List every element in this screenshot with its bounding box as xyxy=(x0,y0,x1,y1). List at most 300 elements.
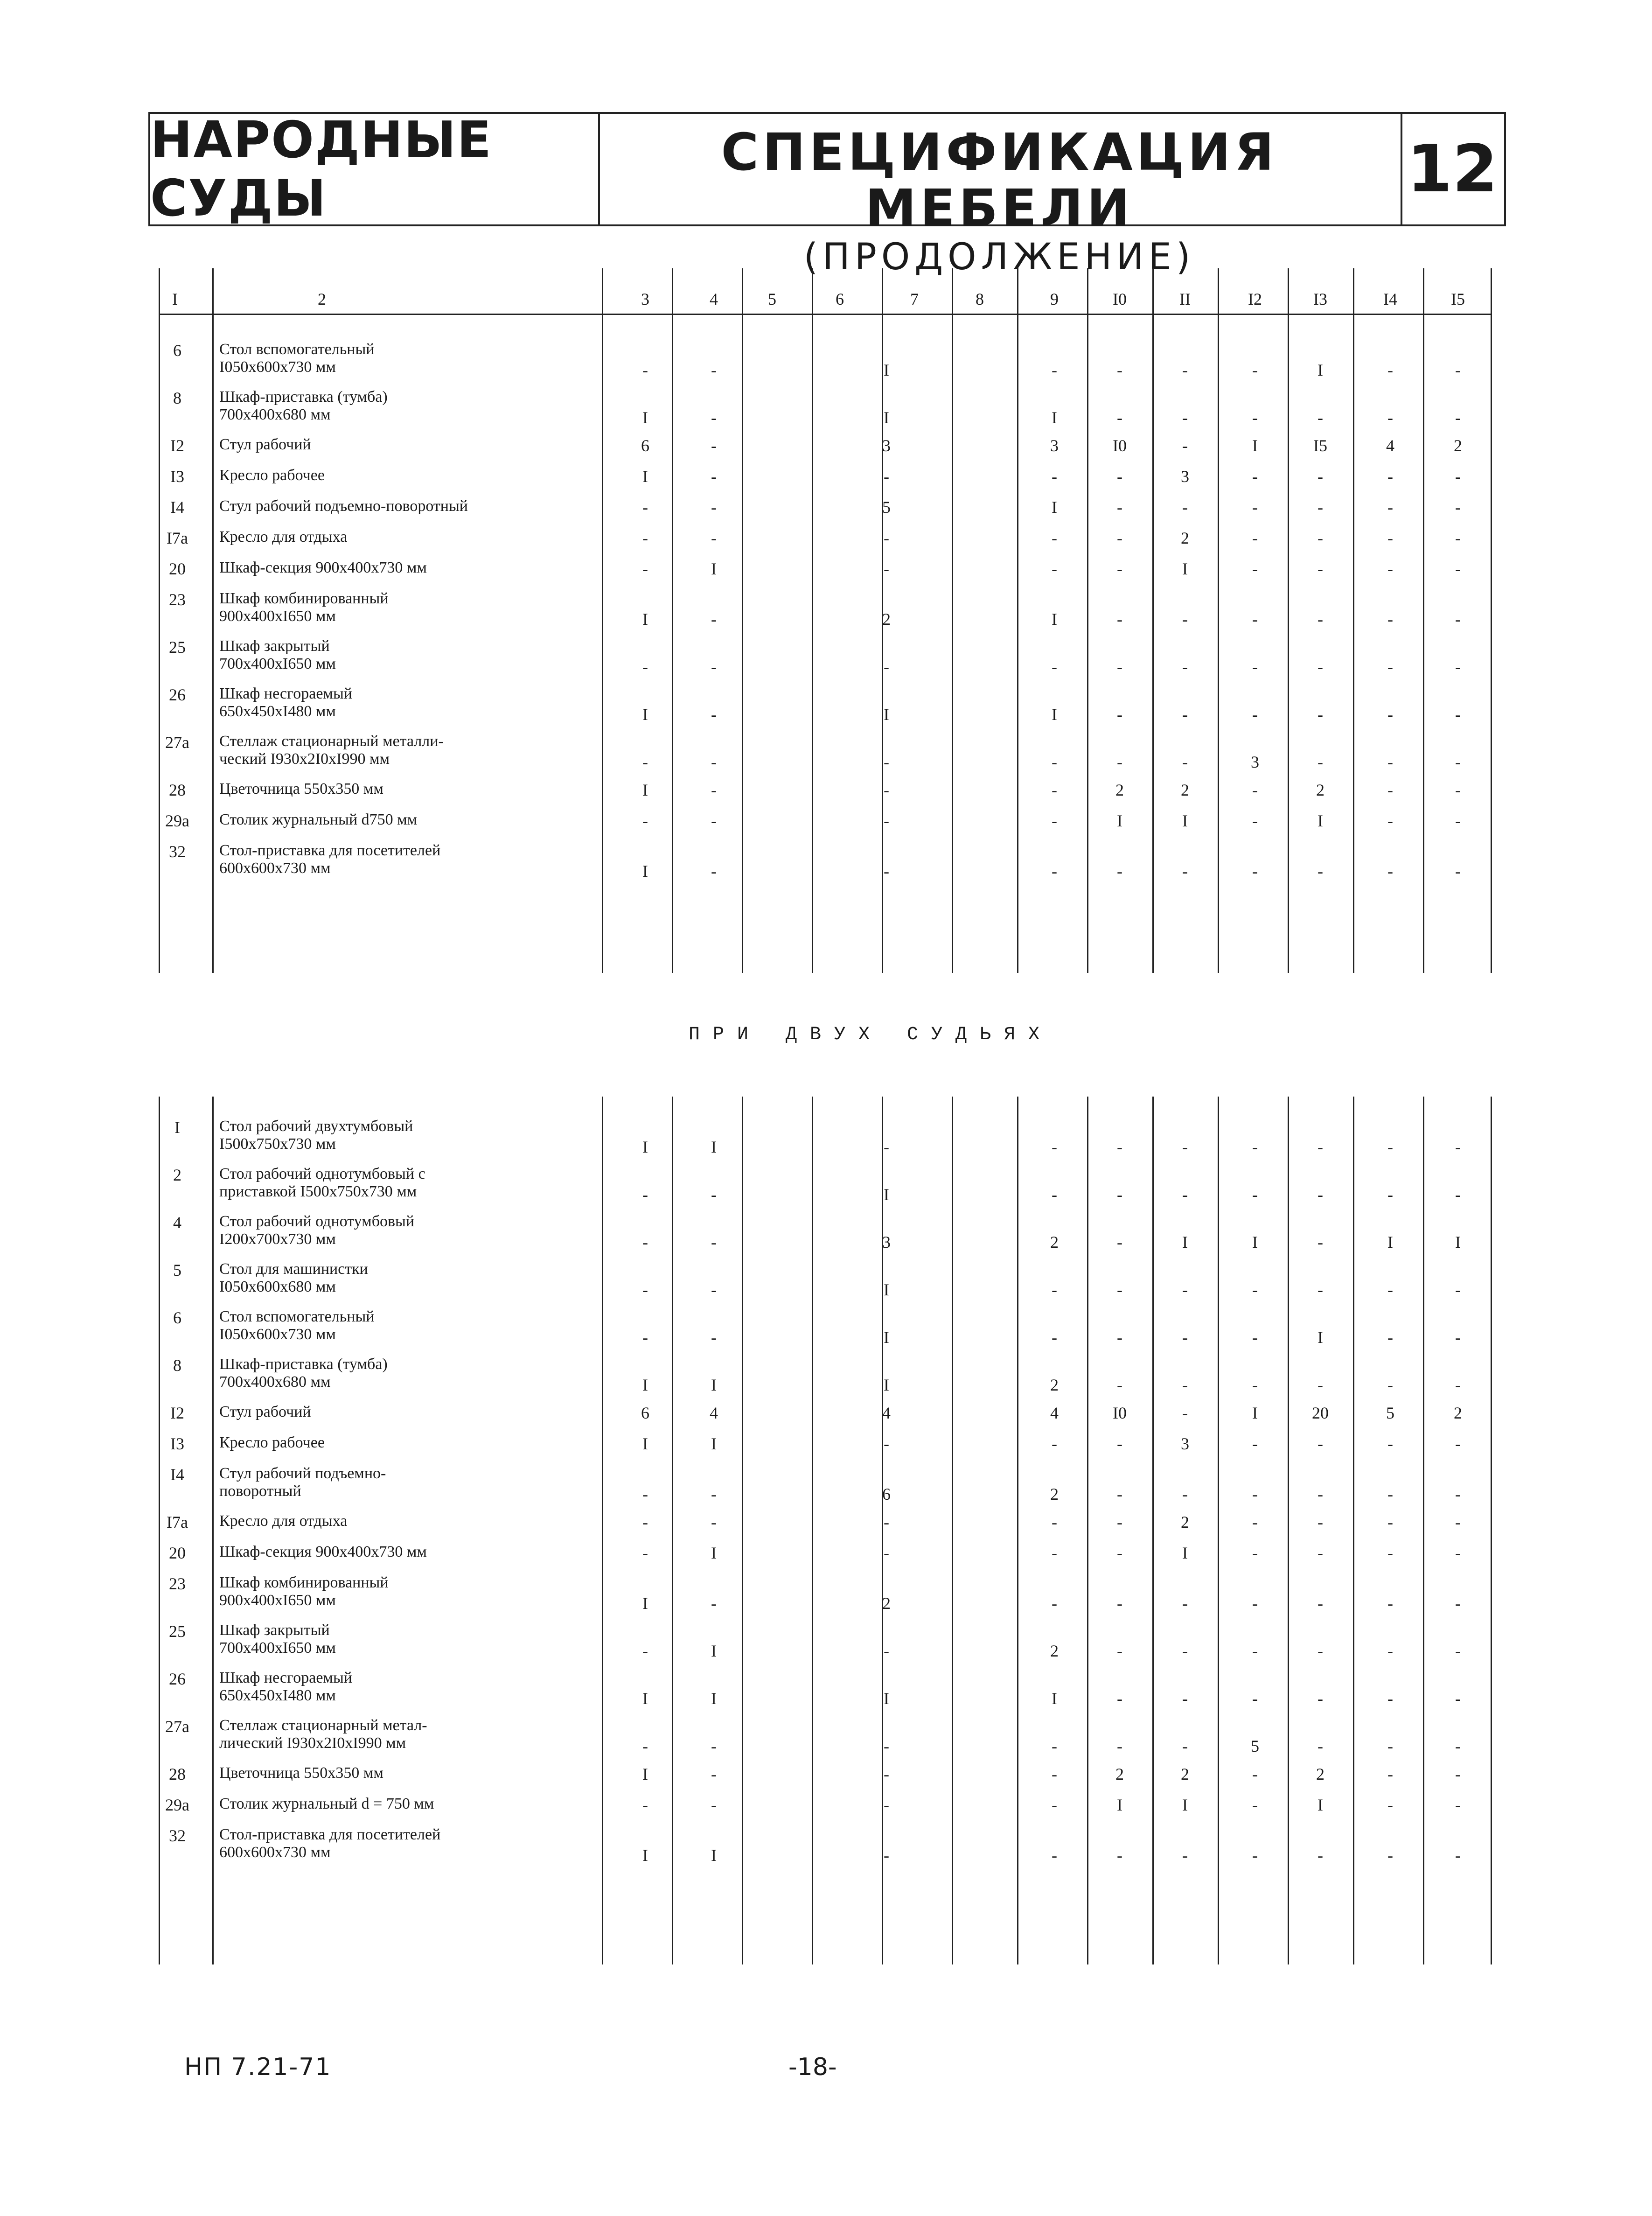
quantity-cell: - xyxy=(1455,862,1461,881)
quantity-cell: - xyxy=(1387,1594,1393,1613)
quantity-cell: 2 xyxy=(882,1594,891,1613)
quantity-cell: - xyxy=(1252,1138,1258,1156)
quantity-cell: - xyxy=(1455,559,1461,578)
quantity-cell: I xyxy=(711,1376,717,1394)
sheet-number: 12 xyxy=(1407,131,1498,207)
quantity-cell: - xyxy=(1252,1765,1258,1783)
row-number: 8 xyxy=(173,1356,181,1375)
quantity-cell: - xyxy=(642,1737,648,1755)
quantity-cell: - xyxy=(1252,1796,1258,1814)
quantity-cell: - xyxy=(711,1328,717,1347)
quantity-cell: - xyxy=(711,1185,717,1204)
quantity-cell: - xyxy=(1317,1594,1323,1613)
quantity-cell: - xyxy=(1052,753,1057,771)
quantity-cell: - xyxy=(711,408,717,427)
quantity-cell: I xyxy=(642,1765,648,1783)
quantity-cell: 20 xyxy=(1312,1404,1329,1422)
quantity-cell: - xyxy=(1387,1280,1393,1299)
quantity-cell: - xyxy=(884,657,889,676)
column-rule xyxy=(672,268,673,973)
column-header: 9 xyxy=(1050,290,1059,308)
quantity-cell: - xyxy=(1455,610,1461,629)
quantity-cell: - xyxy=(1387,1642,1393,1660)
quantity-cell: - xyxy=(1052,1846,1057,1865)
quantity-cell: - xyxy=(1455,1434,1461,1453)
quantity-cell: - xyxy=(1117,1594,1122,1613)
quantity-cell: 5 xyxy=(1386,1404,1394,1422)
quantity-cell: - xyxy=(1117,610,1122,629)
quantity-cell: - xyxy=(1317,1642,1323,1660)
quantity-cell: - xyxy=(1455,529,1461,547)
row-number: 20 xyxy=(169,1544,186,1562)
row-number: I2 xyxy=(170,1404,184,1422)
quantity-cell: 3 xyxy=(1181,1434,1189,1453)
quantity-cell: - xyxy=(1117,1544,1122,1562)
row-number: 23 xyxy=(169,1574,186,1593)
quantity-cell: 4 xyxy=(1386,436,1394,455)
quantity-cell: I xyxy=(1182,811,1188,830)
quantity-cell: I xyxy=(1182,559,1188,578)
item-name: Стол вспомогательный I050x600x730 мм xyxy=(219,1308,375,1343)
item-name: Кресло для отдыха xyxy=(219,1512,348,1530)
quantity-cell: - xyxy=(711,1594,717,1613)
quantity-cell: - xyxy=(1387,1138,1393,1156)
quantity-cell: - xyxy=(1052,1185,1057,1204)
quantity-cell: - xyxy=(1117,657,1122,676)
section-title: ПРИ ДВУХ СУДЬЯХ xyxy=(689,1024,1053,1045)
quantity-cell: - xyxy=(1182,498,1188,517)
column-rule xyxy=(1288,268,1289,973)
quantity-cell: - xyxy=(1387,361,1393,379)
quantity-cell: - xyxy=(1387,657,1393,676)
quantity-cell: 5 xyxy=(882,498,891,517)
quantity-cell: - xyxy=(1455,1376,1461,1394)
quantity-cell: - xyxy=(1182,1376,1188,1394)
quantity-cell: - xyxy=(1052,1594,1057,1613)
item-name: Стеллаж стационарный металли- ческий I930x2I0xI990 мм xyxy=(219,733,444,768)
quantity-cell: I xyxy=(1052,1689,1057,1708)
column-header: 6 xyxy=(836,290,844,308)
quantity-cell: - xyxy=(1317,1513,1323,1531)
quantity-cell: - xyxy=(1252,1485,1258,1503)
quantity-cell: - xyxy=(642,529,648,547)
quantity-cell: - xyxy=(1317,408,1323,427)
column-rule xyxy=(952,1097,953,1964)
quantity-cell: I xyxy=(1182,1544,1188,1562)
column-header: I0 xyxy=(1113,290,1127,308)
column-header: 3 xyxy=(641,290,649,308)
quantity-cell: 6 xyxy=(641,1404,649,1422)
quantity-cell: - xyxy=(1455,705,1461,724)
quantity-cell: - xyxy=(1455,408,1461,427)
quantity-cell: - xyxy=(1252,1642,1258,1660)
quantity-cell: - xyxy=(1182,610,1188,629)
quantity-cell: I xyxy=(642,1594,648,1613)
column-rule xyxy=(1087,268,1088,973)
column-rule xyxy=(812,1097,813,1964)
item-name: Кресло рабочее xyxy=(219,1434,325,1451)
quantity-cell: I xyxy=(884,408,889,427)
quantity-cell: I xyxy=(711,1642,717,1660)
quantity-cell: - xyxy=(1052,1138,1057,1156)
row-number: I2 xyxy=(170,436,184,455)
quantity-cell: I xyxy=(642,1376,648,1394)
quantity-cell: - xyxy=(1182,1485,1188,1503)
quantity-cell: - xyxy=(1252,1846,1258,1865)
quantity-cell: 3 xyxy=(882,436,891,455)
quantity-cell: - xyxy=(642,559,648,578)
column-header: 8 xyxy=(976,290,984,308)
quantity-cell: - xyxy=(1252,1185,1258,1204)
quantity-cell: - xyxy=(1317,1434,1323,1453)
quantity-cell: - xyxy=(711,436,717,455)
item-name: Шкаф-приставка (тумба) 700x400x680 мм xyxy=(219,388,388,423)
row-number: I xyxy=(174,1118,180,1137)
item-name: Стол-приставка для посетителей 600x600x730 мм xyxy=(219,1826,441,1861)
quantity-cell: - xyxy=(1387,1328,1393,1347)
column-header: I3 xyxy=(1313,290,1327,308)
quantity-cell: I0 xyxy=(1113,436,1127,455)
row-number: 25 xyxy=(169,1622,186,1641)
quantity-cell: - xyxy=(1252,1594,1258,1613)
quantity-cell: - xyxy=(711,361,717,379)
item-name: Кресло для отдыха xyxy=(219,528,348,545)
column-header: II xyxy=(1179,290,1191,308)
quantity-cell: - xyxy=(1052,1796,1057,1814)
quantity-cell: - xyxy=(711,1765,717,1783)
column-header: 2 xyxy=(318,290,326,308)
quantity-cell: - xyxy=(1317,529,1323,547)
column-header: I4 xyxy=(1383,290,1397,308)
item-name: Стол рабочий однотумбовый I200x700x730 мм xyxy=(219,1213,415,1248)
column-header: 5 xyxy=(768,290,776,308)
row-number: 6 xyxy=(173,341,181,360)
quantity-cell: - xyxy=(1387,1765,1393,1783)
quantity-cell: - xyxy=(1182,1846,1188,1865)
row-number: 28 xyxy=(169,1765,186,1783)
quantity-cell: I xyxy=(1252,1404,1258,1422)
quantity-cell: 2 xyxy=(1181,781,1189,799)
quantity-cell: - xyxy=(1387,498,1393,517)
title-block xyxy=(148,111,1506,278)
row-number: 8 xyxy=(173,389,181,407)
quantity-cell: - xyxy=(711,1737,717,1755)
quantity-cell: I xyxy=(642,1434,648,1453)
column-rule xyxy=(1491,1097,1492,1964)
quantity-cell: - xyxy=(642,1513,648,1531)
quantity-cell: 2 xyxy=(1316,1765,1324,1783)
quantity-cell: - xyxy=(1317,559,1323,578)
quantity-cell: - xyxy=(1182,408,1188,427)
quantity-cell: - xyxy=(1117,1434,1122,1453)
quantity-cell: - xyxy=(1455,1594,1461,1613)
quantity-cell: 2 xyxy=(1050,1642,1059,1660)
quantity-cell: 4 xyxy=(1050,1404,1059,1422)
quantity-cell: 2 xyxy=(1181,1513,1189,1531)
quantity-cell: - xyxy=(884,529,889,547)
quantity-cell: I xyxy=(1317,811,1323,830)
quantity-cell: - xyxy=(1052,862,1057,881)
column-rule xyxy=(1423,1097,1424,1964)
quantity-cell: - xyxy=(1455,1796,1461,1814)
quantity-cell: - xyxy=(642,753,648,771)
quantity-cell: - xyxy=(642,1280,648,1299)
quantity-cell: 2 xyxy=(1454,1404,1462,1422)
quantity-cell: I xyxy=(1052,498,1057,517)
row-number: 20 xyxy=(169,559,186,578)
row-number: 5 xyxy=(173,1261,181,1279)
item-name: Шкаф несгораемый 650x450xI480 мм xyxy=(219,1669,352,1704)
quantity-cell: - xyxy=(1252,1280,1258,1299)
quantity-cell: - xyxy=(1387,1513,1393,1531)
quantity-cell: 6 xyxy=(882,1485,891,1503)
quantity-cell: - xyxy=(884,862,889,881)
quantity-cell: - xyxy=(1117,1233,1122,1251)
quantity-cell: - xyxy=(1455,1765,1461,1783)
quantity-cell: - xyxy=(1117,1138,1122,1156)
item-name: Стол рабочий однотумбовый с приставкой I500x750x730 мм xyxy=(219,1165,425,1200)
quantity-cell: - xyxy=(642,1642,648,1660)
quantity-cell: - xyxy=(1117,1737,1122,1755)
quantity-cell: I xyxy=(884,1328,889,1347)
quantity-cell: - xyxy=(711,1233,717,1251)
quantity-cell: - xyxy=(1252,529,1258,547)
column-rule xyxy=(1087,1097,1088,1964)
quantity-cell: - xyxy=(1117,559,1122,578)
row-number: I4 xyxy=(170,1465,184,1484)
quantity-cell: - xyxy=(1182,436,1188,455)
row-number: I4 xyxy=(170,498,184,517)
quantity-cell: I xyxy=(884,705,889,724)
quantity-cell: - xyxy=(711,610,717,629)
quantity-cell: - xyxy=(884,1737,889,1755)
column-rule xyxy=(1353,268,1354,973)
quantity-cell: I xyxy=(642,408,648,427)
quantity-cell: - xyxy=(711,1513,717,1531)
quantity-cell: - xyxy=(1387,1796,1393,1814)
quantity-cell: - xyxy=(1052,657,1057,676)
column-rule xyxy=(602,1097,603,1964)
quantity-cell: - xyxy=(1387,467,1393,486)
column-rule xyxy=(1491,268,1492,973)
quantity-cell: - xyxy=(1182,862,1188,881)
quantity-cell: - xyxy=(1252,705,1258,724)
quantity-cell: - xyxy=(1117,753,1122,771)
row-number: 27а xyxy=(165,733,189,752)
quantity-cell: - xyxy=(1182,1404,1188,1422)
quantity-cell: - xyxy=(1455,1642,1461,1660)
quantity-cell: - xyxy=(1117,705,1122,724)
quantity-cell: 2 xyxy=(1050,1485,1059,1503)
quantity-cell: 4 xyxy=(882,1404,891,1422)
item-name: Шкаф-секция 900x400x730 мм xyxy=(219,1543,427,1560)
quantity-cell: I xyxy=(642,781,648,799)
quantity-cell: I xyxy=(1252,436,1258,455)
quantity-cell: I xyxy=(711,559,717,578)
quantity-cell: - xyxy=(1052,467,1057,486)
row-number: 32 xyxy=(169,842,186,861)
quantity-cell: - xyxy=(642,657,648,676)
item-name: Стеллаж стационарный метал- лический I930x2I0xI990 мм xyxy=(219,1717,427,1752)
quantity-cell: - xyxy=(1252,657,1258,676)
quantity-cell: - xyxy=(1052,1765,1057,1783)
quantity-cell: - xyxy=(884,1544,889,1562)
quantity-cell: - xyxy=(1252,1328,1258,1347)
quantity-cell: - xyxy=(1387,1485,1393,1503)
quantity-cell: - xyxy=(1252,559,1258,578)
quantity-cell: I xyxy=(711,1544,717,1562)
quantity-cell: - xyxy=(1252,781,1258,799)
row-number: I3 xyxy=(170,1434,184,1453)
quantity-cell: - xyxy=(1117,1485,1122,1503)
row-number: I7а xyxy=(167,529,188,547)
column-rule xyxy=(1152,1097,1154,1964)
quantity-cell: 4 xyxy=(710,1404,718,1422)
quantity-cell: - xyxy=(1317,1280,1323,1299)
quantity-cell: - xyxy=(711,1280,717,1299)
quantity-cell: - xyxy=(1117,1642,1122,1660)
quantity-cell: - xyxy=(1252,408,1258,427)
item-name: Кресло рабочее xyxy=(219,467,325,484)
quantity-cell: I xyxy=(1052,705,1057,724)
item-name: Шкаф закрытый 700x400xI650 мм xyxy=(219,637,336,672)
quantity-cell: - xyxy=(1052,811,1057,830)
quantity-cell: - xyxy=(642,1796,648,1814)
quantity-cell: - xyxy=(1252,1513,1258,1531)
quantity-cell: - xyxy=(1387,1185,1393,1204)
quantity-cell: - xyxy=(1052,361,1057,379)
quantity-cell: 2 xyxy=(1454,436,1462,455)
quantity-cell: - xyxy=(1455,811,1461,830)
quantity-cell: - xyxy=(711,811,717,830)
row-number: 29а xyxy=(165,1796,189,1814)
quantity-cell: - xyxy=(1387,705,1393,724)
column-rule xyxy=(212,268,214,973)
quantity-cell: - xyxy=(642,1485,648,1503)
quantity-cell: - xyxy=(642,1233,648,1251)
quantity-cell: I xyxy=(1455,1233,1461,1251)
quantity-cell: - xyxy=(711,1485,717,1503)
quantity-cell: - xyxy=(1455,1185,1461,1204)
item-name: Шкаф комбинированный 900x400xI650 мм xyxy=(219,1574,389,1609)
quantity-cell: - xyxy=(1317,1376,1323,1394)
quantity-cell: I xyxy=(711,1138,717,1156)
quantity-cell: - xyxy=(1317,1689,1323,1708)
item-name: Стул рабочий xyxy=(219,1403,311,1420)
column-rule xyxy=(1218,1097,1219,1964)
page-number: -18- xyxy=(788,2053,837,2081)
quantity-cell: 2 xyxy=(1316,781,1324,799)
quantity-cell: I xyxy=(1052,408,1057,427)
quantity-cell: - xyxy=(711,498,717,517)
item-name: Стол вспомогательный I050x600x730 мм xyxy=(219,341,375,376)
quantity-cell: - xyxy=(1387,1846,1393,1865)
quantity-cell: - xyxy=(884,1642,889,1660)
document-code: НП 7.21-71 xyxy=(184,2053,332,2081)
quantity-cell: - xyxy=(1455,1737,1461,1755)
quantity-cell: I xyxy=(884,1280,889,1299)
quantity-cell: - xyxy=(711,467,717,486)
quantity-cell: - xyxy=(1455,1138,1461,1156)
item-name: Стол для машинистки I050x600x680 мм xyxy=(219,1260,368,1295)
quantity-cell: 3 xyxy=(1251,753,1259,771)
spec-title-block xyxy=(598,114,1401,278)
quantity-cell: - xyxy=(884,781,889,799)
quantity-cell: - xyxy=(1317,753,1323,771)
quantity-cell: - xyxy=(711,529,717,547)
quantity-cell: - xyxy=(1387,1376,1393,1394)
quantity-cell: - xyxy=(1455,1846,1461,1865)
quantity-cell: - xyxy=(1182,1642,1188,1660)
quantity-cell: - xyxy=(884,1434,889,1453)
item-name: Столик журнальный d750 мм xyxy=(219,811,418,828)
quantity-cell: I xyxy=(884,1185,889,1204)
quantity-cell: I xyxy=(642,705,648,724)
quantity-cell: - xyxy=(1052,781,1057,799)
quantity-cell: - xyxy=(1252,610,1258,629)
quantity-cell: - xyxy=(1455,753,1461,771)
row-number: 25 xyxy=(169,638,186,657)
quantity-cell: - xyxy=(1252,862,1258,881)
quantity-cell: - xyxy=(1252,1544,1258,1562)
item-name: Шкаф несгораемый 650x450xI480 мм xyxy=(219,685,352,720)
quantity-cell: - xyxy=(1252,1689,1258,1708)
row-number: 26 xyxy=(169,1670,186,1688)
quantity-cell: - xyxy=(1117,498,1122,517)
quantity-cell: I5 xyxy=(1313,436,1327,455)
quantity-cell: - xyxy=(884,753,889,771)
quantity-cell: - xyxy=(1317,1138,1323,1156)
quantity-cell: - xyxy=(1117,1280,1122,1299)
quantity-cell: - xyxy=(1252,1376,1258,1394)
quantity-cell: - xyxy=(1117,1689,1122,1708)
quantity-cell: I xyxy=(711,1689,717,1708)
quantity-cell: - xyxy=(884,467,889,486)
quantity-cell: I xyxy=(1117,811,1122,830)
item-name: Стул рабочий подъемно- поворотный xyxy=(219,1465,386,1500)
quantity-cell: - xyxy=(711,862,717,881)
quantity-cell: I xyxy=(642,467,648,486)
quantity-cell: - xyxy=(642,361,648,379)
row-number: I7а xyxy=(167,1513,188,1531)
quantity-cell: - xyxy=(1182,657,1188,676)
quantity-cell: 2 xyxy=(1050,1376,1059,1394)
item-name: Шкаф-приставка (тумба) 700x400x680 мм xyxy=(219,1356,388,1391)
quantity-cell: - xyxy=(1317,1185,1323,1204)
item-name: Цветочница 550x350 мм xyxy=(219,780,383,797)
quantity-cell: - xyxy=(1252,467,1258,486)
quantity-cell: 3 xyxy=(1181,467,1189,486)
quantity-cell: - xyxy=(1317,705,1323,724)
quantity-cell: - xyxy=(1455,657,1461,676)
quantity-cell: - xyxy=(642,498,648,517)
organization-title: НАРОДНЫЕ СУДЫ xyxy=(150,111,493,228)
quantity-cell: - xyxy=(1387,1434,1393,1453)
quantity-cell: - xyxy=(1455,1280,1461,1299)
column-header: 7 xyxy=(910,290,919,308)
quantity-cell: - xyxy=(1182,1737,1188,1755)
quantity-cell: - xyxy=(1317,1737,1323,1755)
quantity-cell: I xyxy=(642,1689,648,1708)
quantity-cell: - xyxy=(642,1328,648,1347)
quantity-cell: - xyxy=(1117,1185,1122,1204)
quantity-cell: 3 xyxy=(882,1233,891,1251)
row-number: 29а xyxy=(165,811,189,830)
row-number: 32 xyxy=(169,1826,186,1845)
column-rule xyxy=(1152,268,1154,973)
quantity-cell: - xyxy=(1455,498,1461,517)
item-name: Шкаф-секция 900x400x730 мм xyxy=(219,559,427,576)
